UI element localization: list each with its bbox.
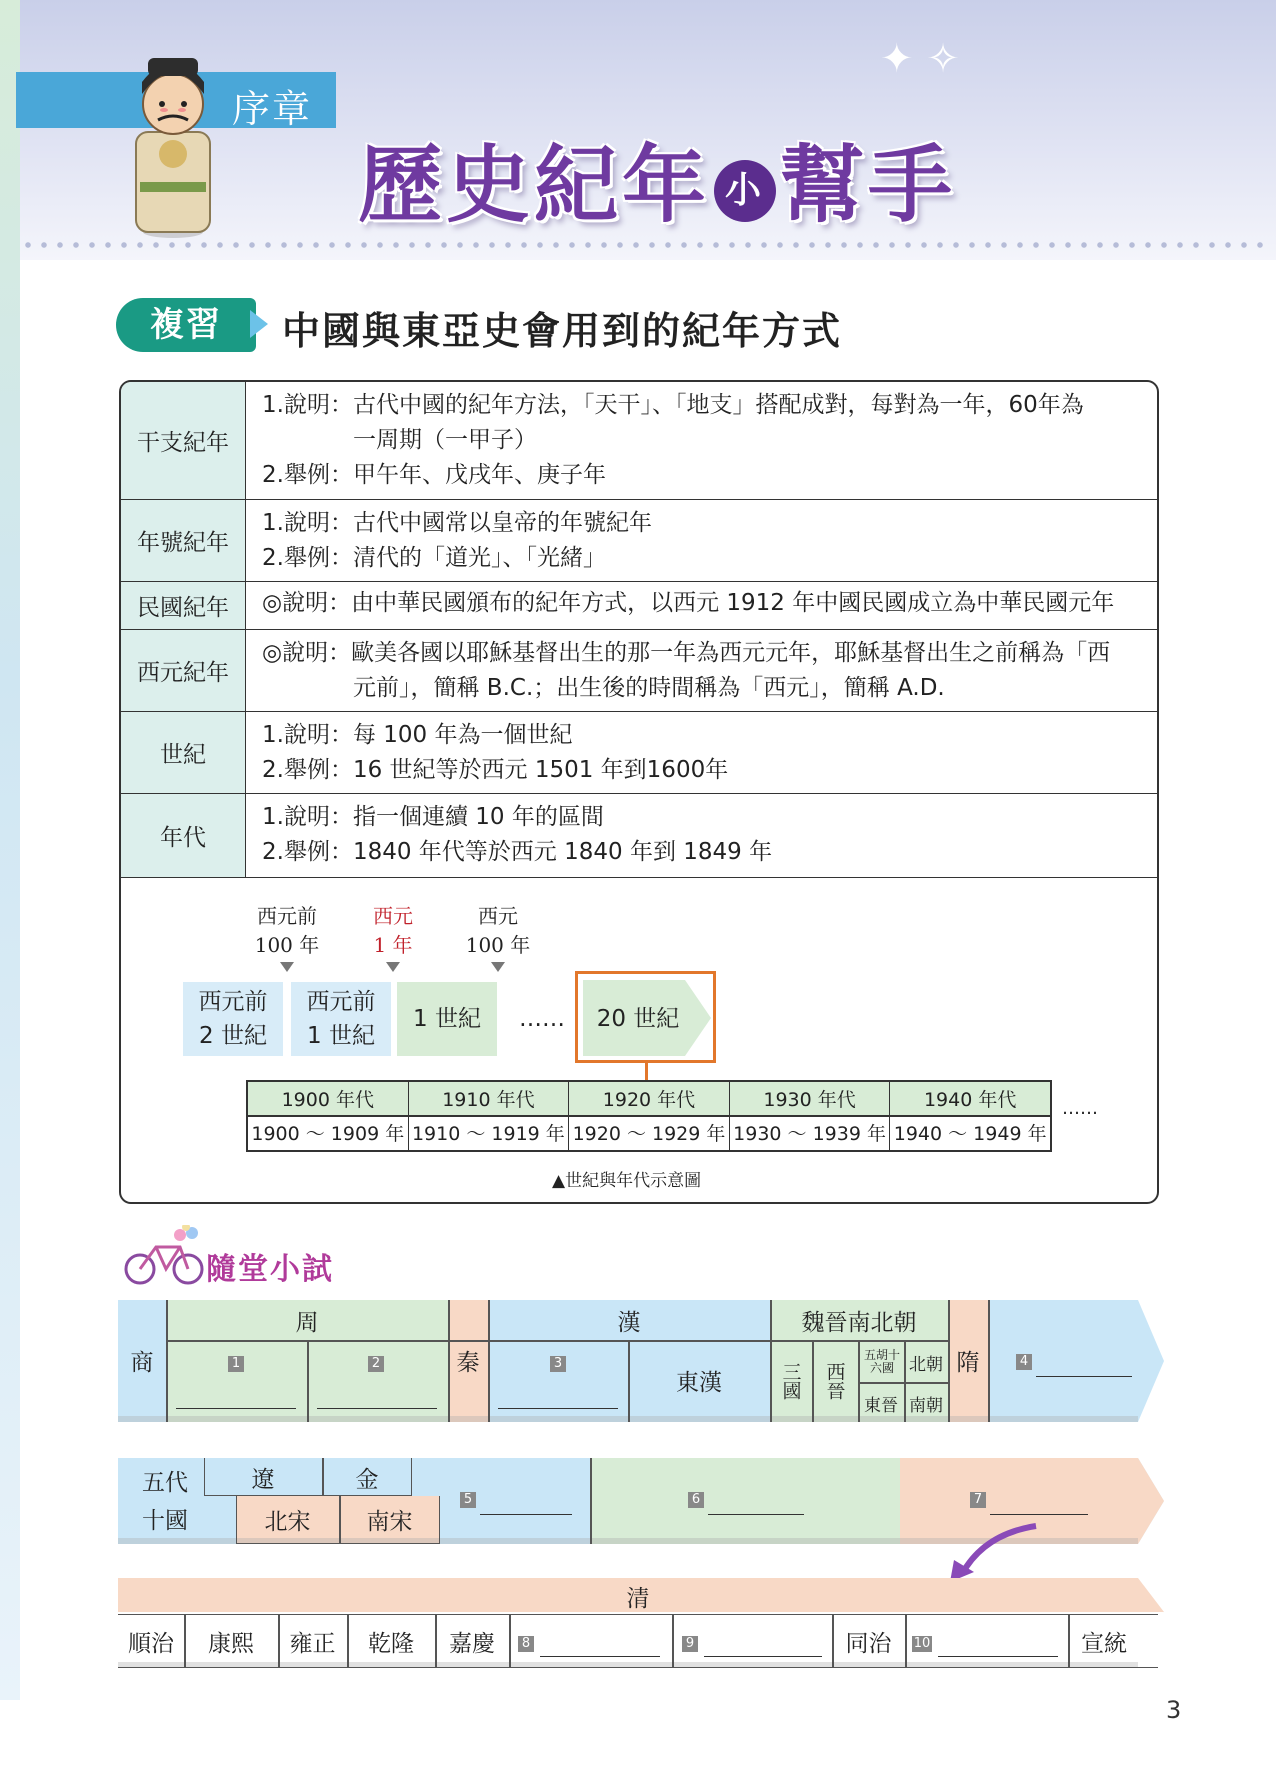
description-line: 1.說明：古代中國常以皇帝的年號紀年 xyxy=(262,510,652,536)
dynasty-shang: 商 xyxy=(130,1349,154,1376)
blank-badge: 1 xyxy=(228,1356,244,1372)
timeline-marker xyxy=(232,902,342,960)
dynasty-nanchao: 南朝 xyxy=(909,1395,943,1416)
dynasty-nansong: 南宋 xyxy=(366,1508,413,1535)
reign-jiaqing: 嘉慶 xyxy=(449,1630,495,1657)
quiz-title: 隨堂小試 xyxy=(206,1252,334,1287)
description-line: 2.舉例：清代的「道光」、「光緒」 xyxy=(262,545,606,571)
divider xyxy=(307,1340,309,1422)
scholar-mascot-icon xyxy=(118,42,228,242)
dynasty-han: 漢 xyxy=(617,1309,641,1336)
blank-number xyxy=(368,1352,388,1372)
row-description xyxy=(246,382,1157,499)
century-line: …… xyxy=(519,1006,565,1032)
reign-xuantong: 宣統 xyxy=(1081,1630,1127,1657)
dynasty-sui: 隋 xyxy=(956,1349,980,1376)
century-ellipsis xyxy=(507,982,577,1056)
decade-more: …… xyxy=(1062,1098,1098,1119)
row-label: 世紀 xyxy=(121,712,246,793)
row-label: 民國紀年 xyxy=(121,582,246,629)
answer-blank-2[interactable] xyxy=(317,1408,437,1409)
answer-blank-4[interactable] xyxy=(1036,1376,1132,1377)
blank-number xyxy=(518,1632,538,1652)
row-label: 年號紀年 xyxy=(121,500,246,581)
blank-badge: 10 xyxy=(913,1636,931,1651)
century-box xyxy=(291,982,391,1056)
divider xyxy=(988,1300,990,1422)
review-tag: 複習 xyxy=(116,298,256,352)
diagram-caption: ▲世紀與年代示意圖 xyxy=(552,1171,702,1191)
description-line: 1.說明：指一個連續 10 年的區間 xyxy=(262,804,604,830)
dynasty-donghan: 東漢 xyxy=(676,1369,722,1396)
marker-year: 100 年 xyxy=(465,933,531,957)
dynasty-shiguo: 十國 xyxy=(142,1507,188,1534)
chapter-label: 序章 xyxy=(232,87,313,131)
blank-number xyxy=(970,1488,990,1508)
description-line: 元前」，簡稱 B.C.；出生後的時間稱為「西元」，簡稱 A.D. xyxy=(353,675,945,701)
answer-blank-5[interactable] xyxy=(480,1514,572,1515)
description-line: ◎說明：由中華民國頒布的紀年方式，以西元 1912 年中國民國成立為中華民國元年 xyxy=(262,590,1115,616)
decade-name: 1900 年代 xyxy=(248,1082,409,1115)
title-small-badge: 小 xyxy=(714,160,776,222)
marker-year: 100 年 xyxy=(254,933,320,957)
description-line: 1.說明：每 100 年為一個世紀 xyxy=(262,722,573,748)
divider xyxy=(672,1614,674,1668)
divider xyxy=(509,1614,511,1668)
blank-badge: 7 xyxy=(970,1492,986,1508)
table-row xyxy=(121,712,1157,794)
table-row xyxy=(121,500,1157,582)
blank-badge: 2 xyxy=(368,1356,384,1372)
description-line: ◎說明：歐美各國以耶穌基督出生的那一年為西元元年，耶穌基督出生之前稱為「西 xyxy=(262,640,1111,666)
decade-name: 1920 年代 xyxy=(569,1082,730,1115)
century-line: 1 世紀 xyxy=(307,1023,375,1049)
dynasty-qing: 清 xyxy=(626,1585,650,1612)
page-edge-decoration xyxy=(0,0,20,1700)
row-label: 年代 xyxy=(121,794,246,877)
description-line: 2.舉例：1840 年代等於西元 1840 年到 1849 年 xyxy=(262,839,773,865)
title-part1: 歷史紀年 xyxy=(358,136,711,234)
century-box xyxy=(183,982,283,1056)
answer-blank-9[interactable] xyxy=(704,1656,822,1657)
dynasty-weijin: 魏晉南北朝 xyxy=(801,1309,917,1336)
blank-number xyxy=(682,1632,702,1652)
dynasty-sanguo: 三國 xyxy=(779,1362,802,1400)
decade-range: 1900 ～ 1909 年 xyxy=(248,1115,409,1150)
timeline-marker xyxy=(338,902,448,960)
table-row xyxy=(121,630,1157,712)
row-label: 干支紀年 xyxy=(121,382,246,499)
page-number: 3 xyxy=(1166,1696,1182,1724)
century-line: 西元前 xyxy=(306,989,376,1015)
divider xyxy=(905,1614,907,1668)
century-box xyxy=(397,982,497,1056)
description-line: 2.舉例：16 世紀等於西元 1501 年到1600年 xyxy=(262,757,729,783)
dynasty-wuhu: 五胡十六國 xyxy=(863,1348,900,1375)
table-row xyxy=(121,794,1157,878)
row-description xyxy=(246,794,1157,877)
connector-line xyxy=(645,1063,648,1081)
blank-number xyxy=(1016,1350,1036,1370)
answer-blank-7[interactable] xyxy=(990,1514,1088,1515)
divider xyxy=(590,1458,592,1544)
blank-badge: 6 xyxy=(688,1492,704,1508)
triangle-down-icon xyxy=(386,962,400,972)
reign-qianlong: 乾隆 xyxy=(368,1630,414,1657)
decade-name: 1930 年代 xyxy=(730,1082,891,1115)
table-row xyxy=(121,582,1157,630)
dynasty-dongjin: 東晉 xyxy=(864,1395,898,1416)
century-line: 20 世紀 xyxy=(596,1006,680,1032)
decade-name: 1910 年代 xyxy=(409,1082,570,1115)
decade-range: 1930 ～ 1939 年 xyxy=(730,1115,891,1150)
decade-range: 1910 ～ 1919 年 xyxy=(409,1115,570,1150)
decade-range: 1920 ～ 1929 年 xyxy=(569,1115,730,1150)
blank-number xyxy=(460,1488,480,1508)
description-line: 1.說明：古代中國的紀年方法，「天干」、「地支」搭配成對，每對為一年，60年為 xyxy=(262,392,1084,418)
reign-shunzhi: 順治 xyxy=(128,1630,174,1657)
dynasty-xijin: 西晉 xyxy=(823,1362,846,1400)
description-line: 2.舉例：甲午年、戊戌年、庚子年 xyxy=(262,462,606,488)
row-label: 西元紀年 xyxy=(121,630,246,711)
dynasty-jin: 金 xyxy=(355,1466,379,1493)
decade-range-row xyxy=(246,1115,1052,1152)
blank-badge: 5 xyxy=(460,1492,476,1508)
timeline-marker xyxy=(443,902,553,960)
century-line: 2 世紀 xyxy=(199,1023,267,1049)
dynasty-beisong: 北宋 xyxy=(264,1508,311,1535)
blank-number xyxy=(228,1352,248,1372)
blank-badge: 3 xyxy=(550,1356,566,1372)
bicycle-icon xyxy=(122,1225,207,1287)
century-box xyxy=(583,982,693,1056)
reign-yongzheng: 雍正 xyxy=(289,1630,336,1657)
row-description xyxy=(246,630,1157,711)
table-row xyxy=(121,382,1157,500)
row-description xyxy=(246,712,1157,793)
arrow-right-icon xyxy=(250,310,268,338)
century-line: 1 世紀 xyxy=(413,1006,481,1032)
decade-name-row xyxy=(246,1080,1052,1117)
answer-blank-6[interactable] xyxy=(708,1514,804,1515)
marker-label: 西元 xyxy=(478,904,518,928)
dynasty-liao: 遼 xyxy=(251,1466,275,1493)
triangle-down-icon xyxy=(491,962,505,972)
dynasty-beichao: 北朝 xyxy=(909,1354,943,1375)
marker-label: 西元前 xyxy=(257,904,317,928)
answer-blank-1[interactable] xyxy=(176,1408,296,1409)
reign-kangxi: 康熙 xyxy=(208,1630,254,1657)
title-part2: 幫手 xyxy=(780,136,957,234)
marker-label: 西元 xyxy=(373,904,413,928)
blank-number xyxy=(550,1352,570,1372)
sparkle-icon: ✦ ✧ xyxy=(880,36,960,82)
dynasty-wudai: 五代 xyxy=(142,1469,188,1496)
century-line: 西元前 xyxy=(198,989,268,1015)
answer-blank-8[interactable] xyxy=(540,1656,660,1657)
page-title xyxy=(358,118,956,239)
description-line: 一周期（一甲子） xyxy=(353,427,537,453)
dynasty-qin: 秦 xyxy=(456,1349,480,1376)
blank-badge: 9 xyxy=(682,1636,698,1652)
marker-year: 1 年 xyxy=(373,933,413,957)
answer-blank-10[interactable] xyxy=(938,1656,1058,1657)
row-description xyxy=(246,582,1157,629)
decade-name: 1940 年代 xyxy=(923,1089,1017,1111)
blank-badge: 4 xyxy=(1016,1354,1032,1370)
triangle-down-icon xyxy=(280,962,294,972)
blank-badge: 8 xyxy=(518,1636,534,1652)
dynasty-zhou: 周 xyxy=(295,1309,319,1336)
blank-number xyxy=(912,1632,936,1652)
answer-blank-3[interactable] xyxy=(498,1408,618,1409)
reign-tongzhi: 同治 xyxy=(845,1630,892,1657)
decade-range: 1940 ～ 1949 年 xyxy=(893,1123,1047,1145)
blank-number xyxy=(688,1488,708,1508)
section-title: 中國與東亞史會用到的紀年方式 xyxy=(282,309,843,353)
row-description xyxy=(246,500,1157,581)
